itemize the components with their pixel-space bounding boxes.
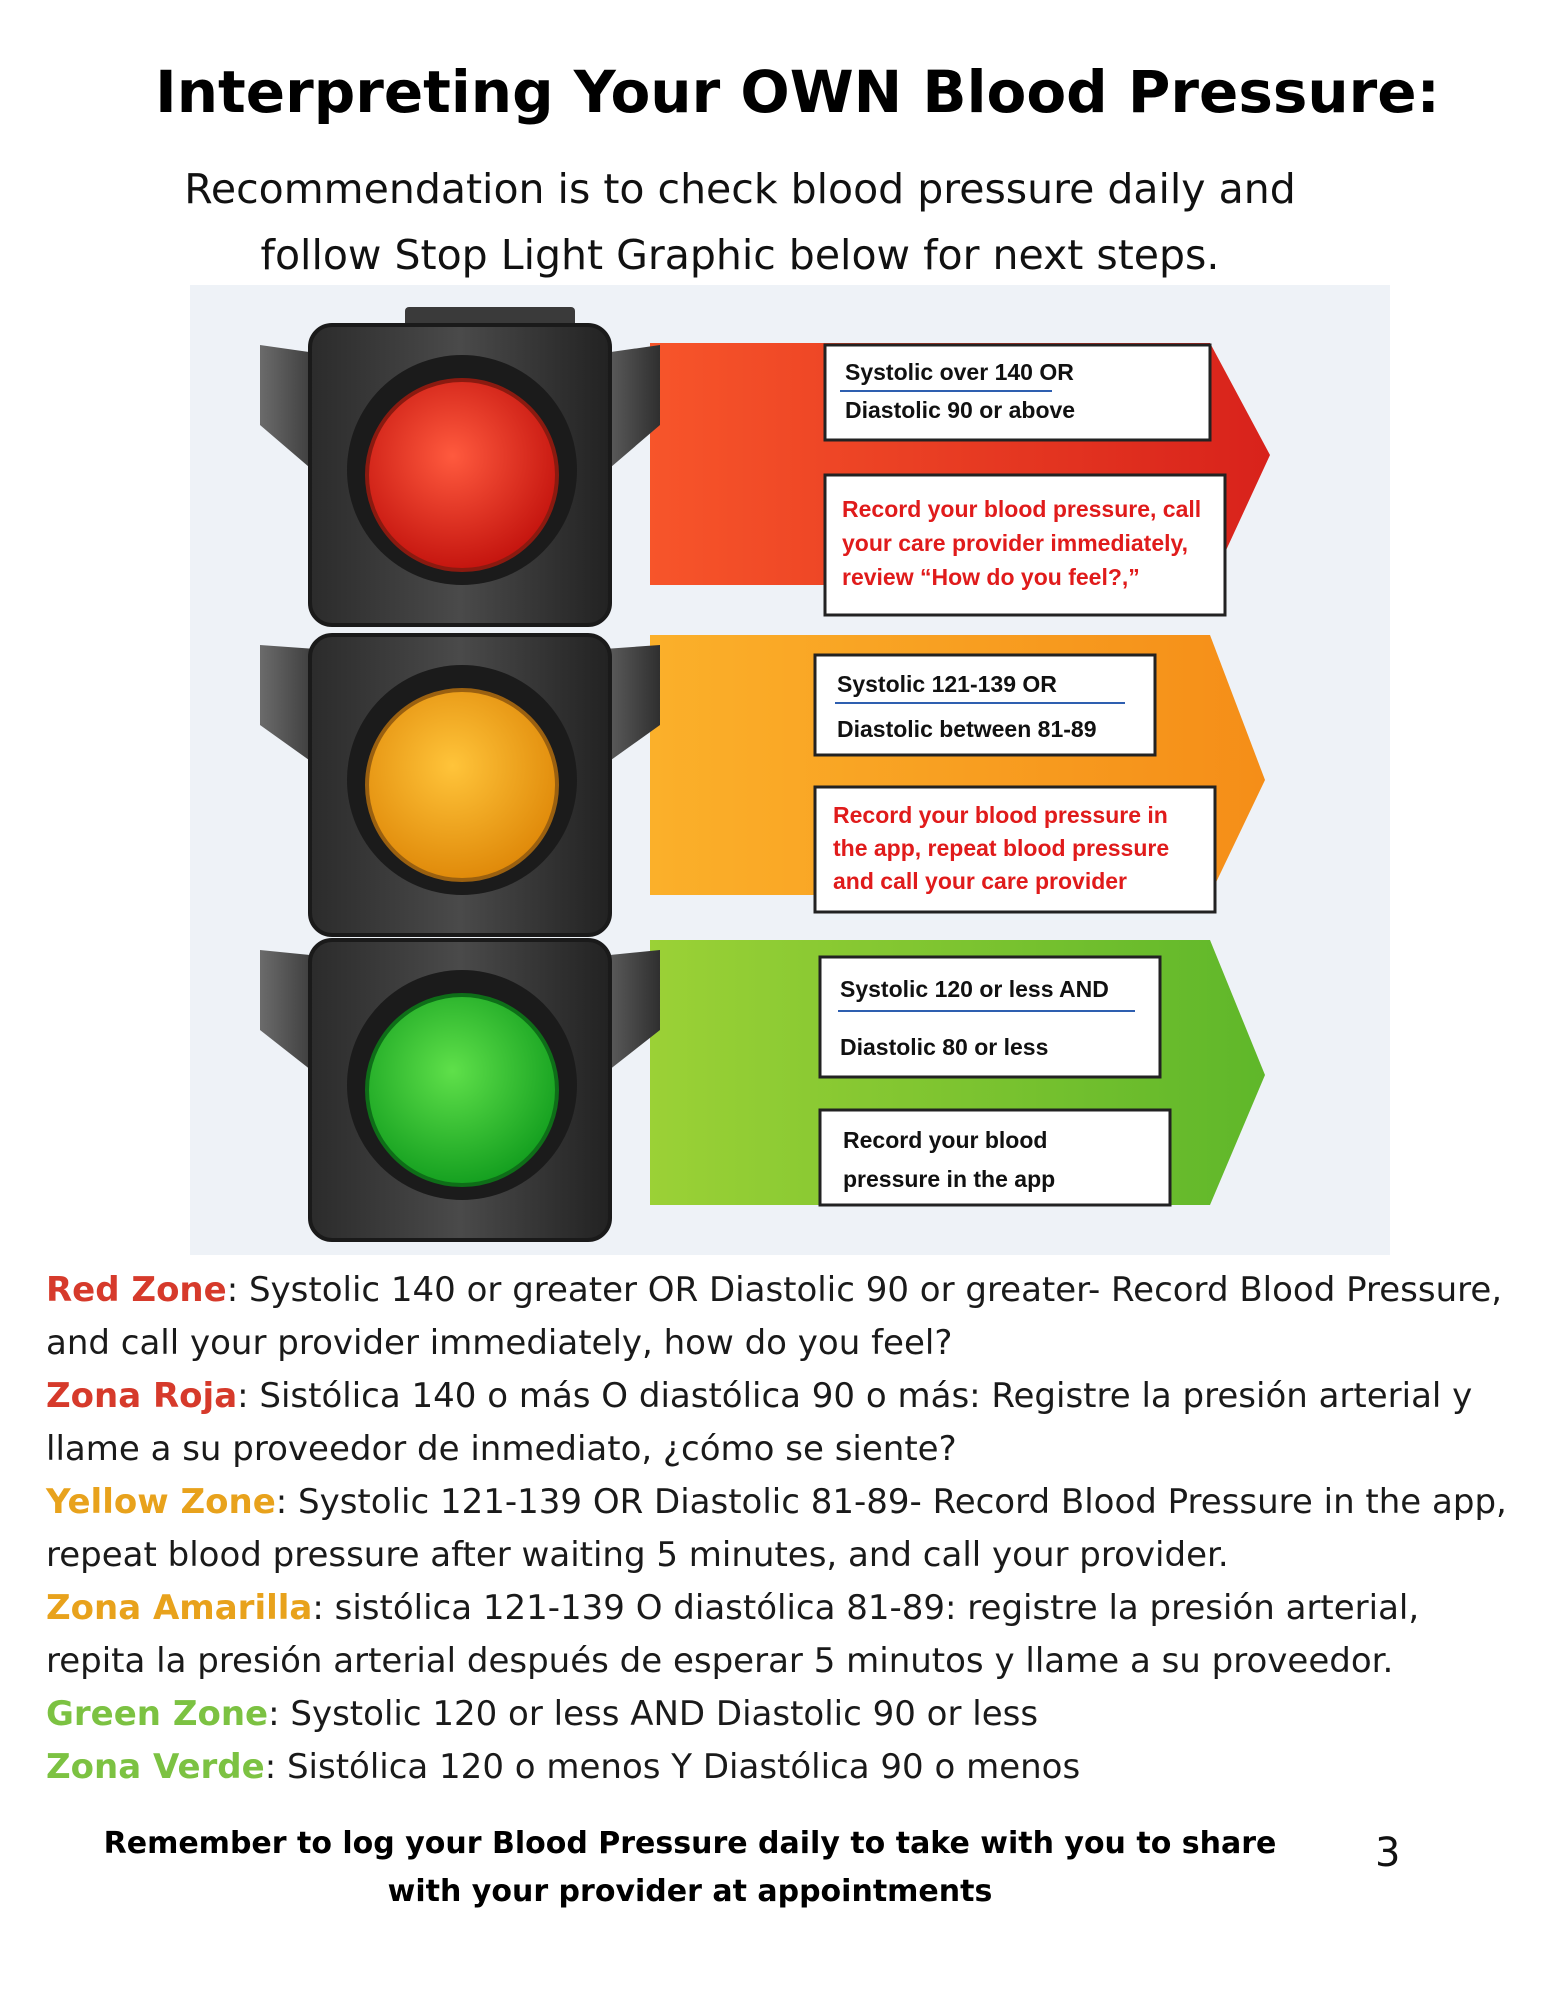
red-zone-en-text: : Systolic 140 or greater OR Diastolic 90 or greater- Record Blood Pressure, and call your provider immediately, how do you feel? bbox=[46, 1270, 1503, 1363]
svg-text:Systolic 121-139 OR bbox=[837, 671, 1057, 697]
yellow-action-line-2: the app, repeat blood pressure bbox=[833, 835, 1170, 861]
red-action-line-3: review “How do you feel?,” bbox=[842, 564, 1140, 590]
red-light bbox=[367, 380, 557, 570]
subtitle-line-2: follow Stop Light Graphic below for next steps. bbox=[260, 231, 1220, 279]
yellow-action-line-1: Record your blood pressure in bbox=[833, 802, 1168, 828]
green-zone-en-name: Green Zone bbox=[46, 1694, 269, 1734]
yellow-light bbox=[367, 690, 557, 880]
yellow-action-line-3: and call your care provider bbox=[833, 868, 1128, 894]
page-number: 3 bbox=[1375, 1830, 1401, 1876]
svg-text:Record your blood bbox=[843, 1127, 1047, 1153]
green-zone-es-text: : Sistólica 120 o menos Y Diastólica 90 o menos bbox=[264, 1747, 1081, 1787]
svg-text:the app, repeat blood pressure bbox=[833, 835, 1169, 861]
yellow-criteria-line-1: Systolic 121-139 OR bbox=[837, 671, 1057, 697]
svg-text:Diastolic 80 or less bbox=[840, 1034, 1048, 1060]
svg-text:review “How do you feel?,” bbox=[842, 564, 1140, 590]
svg-text:Diastolic 90 or above bbox=[845, 397, 1075, 423]
red-action-line-2: your care provider immediately, bbox=[842, 530, 1188, 556]
svg-text:and call your care provider bbox=[833, 868, 1127, 894]
zone-descriptions bbox=[46, 1264, 1516, 1794]
svg-text:Systolic over 140 OR bbox=[845, 359, 1074, 385]
footer-line-2: with your provider at appointments bbox=[387, 1874, 993, 1909]
yellow-zone-es-name: Zona Amarilla bbox=[46, 1588, 313, 1628]
red-criteria-line-2: Diastolic 90 or above bbox=[845, 397, 1076, 423]
green-zone-es-name: Zona Verde bbox=[46, 1747, 265, 1787]
green-criteria-line-2: Diastolic 80 or less bbox=[840, 1034, 1049, 1060]
green-zone-en-text: : Systolic 120 or less AND Diastolic 90 or less bbox=[268, 1694, 1039, 1734]
red-zone-en bbox=[46, 1264, 1516, 1370]
yellow-zone-es bbox=[46, 1582, 1516, 1688]
footer-line-1: Remember to log your Blood Pressure daily to take with you to share bbox=[103, 1826, 1277, 1861]
svg-text:Record your blood pressure, ca bbox=[842, 496, 1201, 522]
red-action-line-1: Record your blood pressure, call bbox=[842, 496, 1202, 522]
yellow-criteria-line-2: Diastolic between 81-89 bbox=[837, 716, 1097, 742]
yellow-zone-en-text: : Systolic 121-139 OR Diastolic 81-89- Record Blood Pressure in the app, repeat blood pressure after waiting 5 minutes, and call your provider. bbox=[46, 1482, 1507, 1575]
green-zone-en bbox=[46, 1688, 1516, 1741]
subtitle-line-1: Recommendation is to check blood pressure daily and bbox=[184, 165, 1296, 213]
stop-light-graphic bbox=[190, 285, 1390, 1255]
svg-text:Systolic 120 or less AND bbox=[840, 976, 1109, 1002]
red-zone-es-text: : Sistólica 140 o más O diastólica 90 o más: Registre la presión arterial y llame a su proveedor de inmediato, ¿cómo se siente? bbox=[46, 1376, 1473, 1469]
green-zone-es bbox=[46, 1741, 1516, 1794]
svg-text:Diastolic between 81-89 bbox=[837, 716, 1097, 742]
green-action-line-2: pressure in the app bbox=[843, 1166, 1056, 1192]
red-zone-es bbox=[46, 1370, 1516, 1476]
green-action-line-1: Record your blood bbox=[843, 1127, 1048, 1153]
green-light bbox=[367, 995, 557, 1185]
yellow-zone-es-text: : sistólica 121-139 O diastólica 81-89: registre la presión arterial, repita la presión arterial después de esperar 5 minutos y llame a su proveedor. bbox=[46, 1588, 1420, 1681]
yellow-zone-en bbox=[46, 1476, 1516, 1582]
green-criteria-line-1: Systolic 120 or less AND bbox=[840, 976, 1109, 1002]
svg-text:Record your blood pressure in bbox=[833, 802, 1168, 828]
red-zone-es-name: Zona Roja bbox=[46, 1376, 238, 1416]
red-zone-en-name: Red Zone bbox=[46, 1270, 227, 1310]
footer-reminder bbox=[60, 1820, 1320, 1916]
page-title: Interpreting Your OWN Blood Pressure: bbox=[155, 58, 1440, 126]
yellow-zone-en-name: Yellow Zone bbox=[46, 1482, 276, 1522]
svg-text:your care provider immediately bbox=[842, 530, 1188, 556]
red-criteria-line-1: Systolic over 140 OR bbox=[845, 359, 1074, 385]
page-subtitle bbox=[140, 156, 1340, 288]
svg-text:pressure in the app bbox=[843, 1166, 1055, 1192]
stop-light-illustration bbox=[190, 285, 1390, 1255]
